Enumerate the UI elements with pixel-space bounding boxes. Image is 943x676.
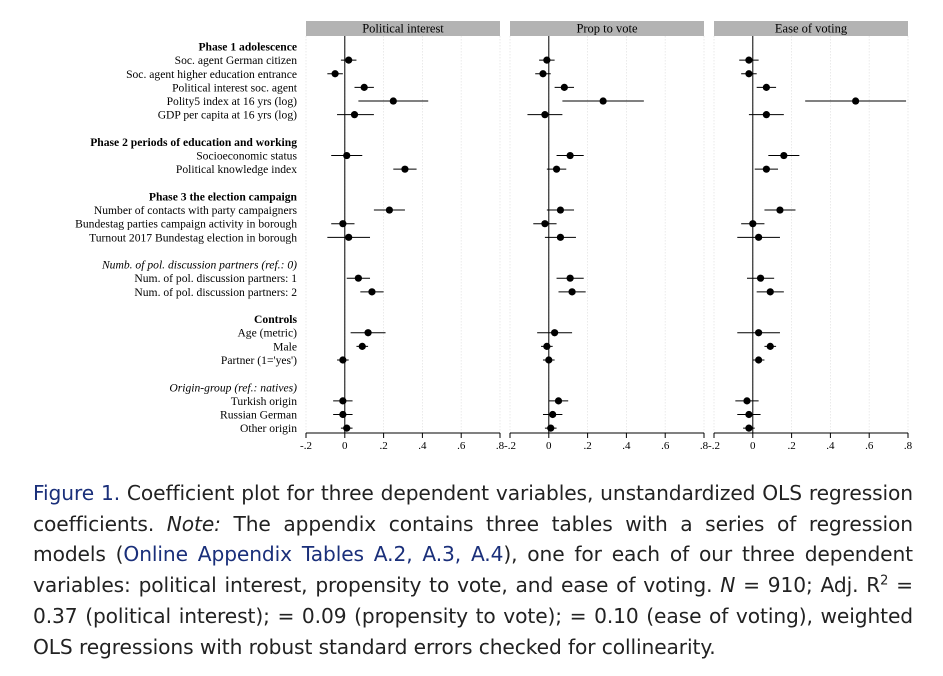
- group-heading: Numb. of pol. discussion partners (ref.: 0): [101, 258, 297, 272]
- variable-label: Turkish origin: [230, 394, 297, 408]
- variable-label: Socioeconomic status: [196, 149, 297, 163]
- caption-text-2: The appendix contains three tables with a series of regression models (: [33, 511, 914, 567]
- variable-label: Number of contacts with party campaigners: [93, 204, 297, 218]
- coefficient-point: [567, 275, 574, 282]
- x-tick-label: .4: [826, 440, 835, 452]
- x-tick-label: .8: [699, 440, 709, 452]
- coefficient-point: [763, 84, 770, 91]
- coefficient-point: [776, 206, 783, 213]
- x-tick-label: .2: [379, 440, 388, 452]
- caption-n-symbol: N: [720, 573, 736, 598]
- x-tick-label: .6: [865, 440, 874, 452]
- coefficient-point: [567, 152, 574, 159]
- variable-label: Partner (1='yes'): [220, 353, 297, 367]
- variable-label: Soc. agent German citizen: [174, 54, 297, 68]
- coefficient-point: [364, 329, 371, 336]
- coefficient-point: [600, 97, 607, 104]
- variable-label: Other origin: [240, 422, 297, 436]
- panel-title: Prop to vote: [576, 21, 638, 36]
- coefficient-point: [390, 97, 397, 104]
- coefficient-point: [343, 152, 350, 159]
- coefficient-point: [557, 206, 564, 213]
- coefficient-point: [351, 111, 358, 118]
- x-tick-label: .8: [903, 440, 913, 452]
- coefficient-point: [339, 220, 346, 227]
- coefficient-point: [345, 234, 352, 241]
- caption-text-4: = 910; Adj. R: [735, 573, 881, 598]
- coefficient-point: [545, 356, 552, 363]
- variable-label: Turnout 2017 Bundestag election in borough: [89, 231, 297, 245]
- variable-label: Num. of pol. discussion partners: 2: [134, 285, 297, 299]
- caption-text-5: = 0.37 (political interest); = 0.09 (propensity to vote); = 0.10 (ease of voting), weighted OLS regressions with robust standard errors checked for collinearity.: [33, 573, 913, 659]
- panel-title: Political interest: [362, 21, 444, 36]
- group-heading: Phase 3 the election campaign: [148, 190, 297, 204]
- x-tick-label: .8: [495, 440, 505, 452]
- panel-title: Ease of voting: [774, 21, 848, 36]
- x-tick-label: -.2: [504, 440, 516, 452]
- coefficient-point: [541, 220, 548, 227]
- appendix-link[interactable]: Online Appendix Tables A.2, A.3, A.4: [123, 542, 504, 567]
- x-tick-label: 0: [750, 440, 756, 452]
- group-heading: Controls: [254, 313, 297, 327]
- coefficient-point: [332, 70, 339, 77]
- coefficient-point: [339, 411, 346, 418]
- variable-label: Bundestag parties campaign activity in borough: [75, 217, 297, 231]
- caption-text-1: Coefficient plot for three dependent variables, unstandardized OLS regression coefficients.: [33, 481, 913, 536]
- coefficient-point: [547, 425, 554, 432]
- group-heading: Origin-group (ref.: natives): [169, 381, 297, 395]
- coefficient-point: [368, 288, 375, 295]
- coefficient-point: [401, 166, 408, 173]
- coefficient-point: [780, 152, 787, 159]
- figure-caption: [33, 478, 913, 662]
- coefficient-point: [339, 356, 346, 363]
- coefficient-point: [541, 111, 548, 118]
- caption-superscript: 2: [880, 573, 889, 589]
- coefficient-point: [543, 57, 550, 64]
- coefficient-point: [539, 70, 546, 77]
- coefficient-point: [568, 288, 575, 295]
- coefficient-point: [749, 220, 756, 227]
- coefficient-point: [745, 70, 752, 77]
- caption-text-3: ), one for each of our three dependent variables: political interest, propensity to vote, and ease of voting.: [33, 542, 913, 598]
- coefficient-point: [355, 275, 362, 282]
- coefficient-point: [361, 84, 368, 91]
- variable-label: Russian German: [220, 408, 297, 422]
- coefficient-point: [745, 57, 752, 64]
- x-tick-label: .4: [622, 440, 631, 452]
- x-tick-label: -.2: [708, 440, 720, 452]
- variable-label: Male: [273, 340, 297, 354]
- coefficient-point: [755, 329, 762, 336]
- x-tick-label: .4: [418, 440, 427, 452]
- coefficient-point: [763, 166, 770, 173]
- x-tick-label: .6: [661, 440, 670, 452]
- variable-label: Polity5 index at 16 yrs (log): [166, 95, 297, 109]
- coefficient-point: [386, 206, 393, 213]
- caption-label: Figure 1.: [33, 481, 121, 505]
- x-tick-label: .2: [583, 440, 592, 452]
- x-tick-label: .6: [457, 440, 466, 452]
- coefficient-point: [767, 288, 774, 295]
- variable-label: GDP per capita at 16 yrs (log): [157, 108, 297, 122]
- coefficient-point: [763, 111, 770, 118]
- coefficient-point: [339, 397, 346, 404]
- coefficient-point: [555, 397, 562, 404]
- coefficient-point: [343, 425, 350, 432]
- coefficient-point: [557, 234, 564, 241]
- caption-note: Note:: [166, 511, 221, 536]
- coefficient-point: [852, 97, 859, 104]
- coefficient-point: [745, 425, 752, 432]
- variable-label: Political knowledge index: [175, 163, 297, 177]
- coefficient-point: [743, 397, 750, 404]
- coefficient-point: [553, 166, 560, 173]
- coefficient-point: [755, 234, 762, 241]
- coefficient-point: [549, 411, 556, 418]
- coefficient-point: [745, 411, 752, 418]
- group-heading: Phase 1 adolescence: [198, 40, 297, 54]
- variable-label: Age (metric): [237, 326, 297, 340]
- variable-label: Num. of pol. discussion partners: 1: [134, 272, 297, 286]
- x-tick-label: 0: [546, 440, 552, 452]
- coefficient-point: [551, 329, 558, 336]
- variable-label: Political interest soc. agent: [172, 81, 297, 95]
- x-tick-label: .2: [787, 440, 796, 452]
- x-tick-label: -.2: [300, 440, 312, 452]
- group-heading: Phase 2 periods of education and working: [90, 135, 297, 149]
- coefficient-point: [561, 84, 568, 91]
- coefficient-point: [767, 343, 774, 350]
- coefficient-point: [345, 57, 352, 64]
- coefficient-point: [359, 343, 366, 350]
- coefficient-point: [757, 275, 764, 282]
- x-tick-label: 0: [342, 440, 348, 452]
- coefficient-point: [543, 343, 550, 350]
- coefficient-point: [755, 356, 762, 363]
- variable-label: Soc. agent higher education entrance: [126, 67, 297, 81]
